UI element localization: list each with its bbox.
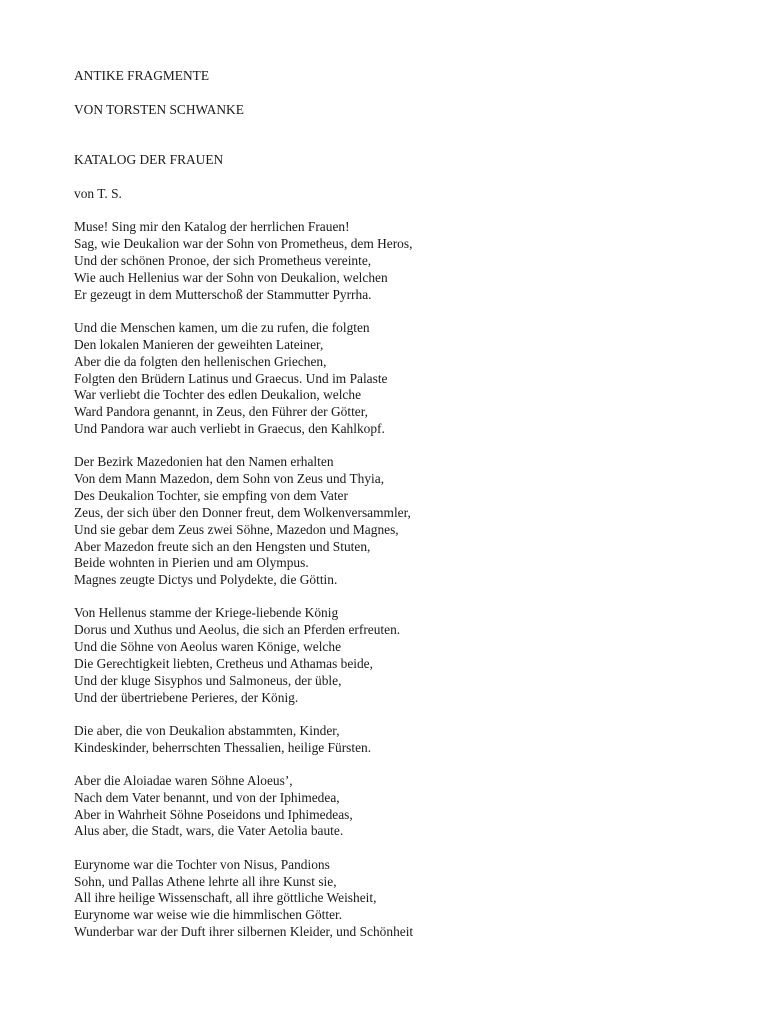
verse-line: War verliebt die Tochter des edlen Deukalion, welche — [74, 387, 362, 403]
verse-line: Wie auch Hellenius war der Sohn von Deukalion, welchen — [74, 269, 388, 285]
verse-line: Ward Pandora genannt, in Zeus, den Führer der Götter, — [74, 404, 369, 420]
verse-line: Die Gerechtigkeit liebten, Cretheus und Athamas beide, — [74, 655, 373, 671]
verse-line: Von dem Mann Mazedon, dem Sohn von Zeus und Thyia, — [74, 471, 385, 487]
verse-line: Und die Menschen kamen, um die zu rufen, die folgten — [74, 319, 370, 335]
stanza-5 — [74, 723, 768, 757]
verse-line: Beide wohnten in Pierien und am Olympus. — [74, 555, 309, 571]
verse-line: Und der übertriebene Perieres, der König. — [74, 689, 299, 705]
collection-heading: ANTIKE FRAGMENTE — [74, 68, 210, 83]
verse-line: Des Deukalion Tochter, sie empfing von dem Vater — [74, 487, 348, 503]
verse-line: Zeus, der sich über den Donner freut, dem Wolkenversammler, — [74, 504, 411, 520]
verse-line: Und der schönen Pronoe, der sich Prometheus vereinte, — [74, 253, 372, 269]
verse-line: Und sie gebar dem Zeus zwei Söhne, Mazedon und Magnes, — [74, 521, 399, 537]
poem-byline: von T. S. — [74, 185, 122, 201]
verse-line: Muse! Sing mir den Katalog der herrlichen Frauen! — [74, 219, 350, 235]
verse-line: Eurynome war weise wie die himmlischen Götter. — [74, 907, 343, 923]
verse-line: Und Pandora war auch verliebt in Graecus, den Kahlkopf. — [74, 421, 385, 437]
stanza-2 — [74, 320, 768, 438]
verse-line: Nach dem Vater benannt, und von der Iphimedea, — [74, 789, 340, 805]
poem-title: KATALOG DER FRAUEN — [74, 151, 224, 167]
stanza-4 — [74, 605, 768, 706]
verse-line: Folgten den Brüdern Latinus und Graecus. Und im Palaste — [74, 370, 388, 386]
verse-line: Dorus und Xuthus und Aeolus, die sich an Pferden erfreuten. — [74, 622, 401, 638]
verse-line: Sag, wie Deukalion war der Sohn von Prometheus, dem Heros, — [74, 236, 413, 252]
verse-line: Aber in Wahrheit Söhne Poseidons und Iphimedeas, — [74, 806, 353, 822]
verse-line: Die aber, die von Deukalion abstammten, Kinder, — [74, 722, 340, 738]
stanza-1 — [74, 219, 768, 303]
verse-line: Aber Mazedon freute sich an den Hengsten und Stuten, — [74, 538, 371, 554]
stanza-3 — [74, 454, 768, 589]
verse-line: Er gezeugt in dem Mutterschoß der Stammutter Pyrrha. — [74, 286, 372, 302]
verse-line: Der Bezirk Mazedonien hat den Namen erhalten — [74, 454, 334, 470]
verse-line: Den lokalen Manieren der geweihten Lateiner, — [74, 336, 324, 352]
verse-line: Magnes zeugte Dictys und Polydekte, die Göttin. — [74, 572, 338, 588]
verse-line: Und der kluge Sisyphos und Salmoneus, der üble, — [74, 672, 342, 688]
author-heading: VON TORSTEN SCHWANKE — [74, 101, 244, 117]
verse-line: Kindeskinder, beherrschten Thessalien, heilige Fürsten. — [74, 739, 372, 755]
stanza-7 — [74, 857, 768, 941]
verse-line: Aber die da folgten den hellenischen Griechen, — [74, 353, 327, 369]
verse-line: Sohn, und Pallas Athene lehrte all ihre Kunst sie, — [74, 873, 337, 889]
stanza-6 — [74, 773, 768, 840]
verse-line: Aber die Aloiadae waren Söhne Aloeus’, — [74, 772, 293, 788]
verse-line: Eurynome war die Tochter von Nisus, Pandions — [74, 856, 330, 872]
verse-line: Von Hellenus stamme der Kriege-liebende König — [74, 605, 339, 621]
verse-line: Alus aber, die Stadt, wars, die Vater Aetolia baute. — [74, 823, 344, 839]
verse-line: Und die Söhne von Aeolus waren Könige, welche — [74, 639, 342, 655]
verse-line: All ihre heilige Wissenschaft, all ihre göttliche Weisheit, — [74, 890, 377, 906]
verse-line: Wunderbar war der Duft ihrer silbernen Kleider, und Schönheit — [74, 924, 414, 940]
